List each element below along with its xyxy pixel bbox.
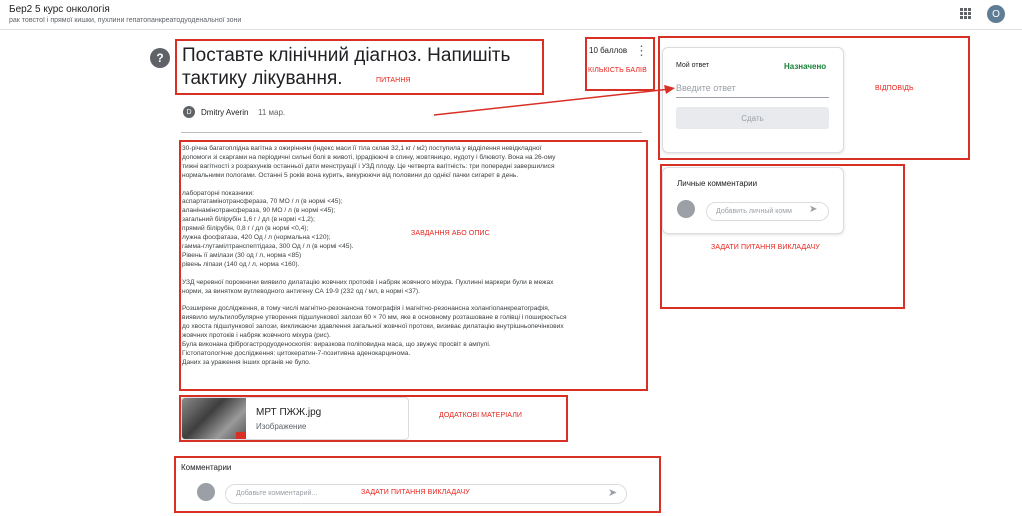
- annotation-arrow: [430, 80, 680, 120]
- post-date: 11 мар.: [258, 108, 286, 117]
- author-name: Dmitry Averin: [201, 108, 249, 117]
- send-icon[interactable]: ➤: [608, 487, 618, 499]
- task-description: 30-річна багатоплідна вагітна з ожирінням (індекс маси її тіла склав 32,1 кг / м2) поступила у відділення невідкладної допомоги зі скаргами на періодичні сильні болі в животі, іррадіюючі в спину, жовтяницю, нудоту і блювоту. Вона на 26-ому тижні вагітності з розрахунків останньої дати менструації і УЗД плоду. Це четверта вагітність: три попередні завершилися нормальними пологами. Останні 5 років вона курить, викурюючи від половини до однієї пачки сигарет в день. лабораторні показники: аспартатамінотрансфераза, 70 МО / л (в нормі <45); аланінамінотрансфераза, 90 МО / л (в нормі <45); загальний білірубін 1,6 г / дл (в нормі <1,2); прямий білірубін, 0,8 г / дл (в нормі <0,4); лужна фосфатаза, 420 Од / л (нормальна <120); гамма-глутамілтранспептідаза, 300 Од / л (в нормі <45). Рівень її амілази (30 од / л, норма <85) рівень ліпази (140 од / л, норма <160). УЗД черевної порожнини виявило дилатацію жовчних протоків і набряк жовчного міхура. Пухлинні маркери були в межах норми, за винятком вуглеводного антигену СА 19-9 (232 од / мл, в нормі <37). Розширене дослідження, в тому числі магнітно-резонансна томографія і магнітно-резонансна холангіопанкреатографія, виявило мультилобулярне утворення підшлункової залози 60 × 70 мм, яке в основному розташоване в голівці і поширюється до хвоста підшлункової залози, викликаючи здавлення загальної жовчної протоки, визиває дилатацію внутрішньопечінкових жовчних протоків і набряк жовчного міхура (рис). Була виконана фіброгастродуоденоскопія: виразкова поліповидна маса, що звужує просвіт в ампулі. Гістопатологічне дослідження: цитокератин-7-позитивна аденокарцинома. Даних за ураження інших органів не було.: [182, 145, 567, 366]
- annotation-label-private: ЗАДАТИ ПИТАННЯ ВИКЛАДАЧУ: [711, 244, 820, 251]
- annotation-label-materials: ДОДАТКОВІ МАТЕРІАЛИ: [439, 412, 523, 419]
- class-subtitle: рак товстої і прямої кишки, пухлини гепатопанкреатодуоденальної зони: [9, 17, 242, 24]
- author-avatar: D: [183, 106, 195, 118]
- annotation-box-answer: [658, 36, 970, 160]
- apps-grid-icon[interactable]: [960, 8, 971, 19]
- account-avatar[interactable]: O: [987, 5, 1005, 23]
- points-label: 10 баллов: [589, 46, 628, 55]
- divider: [181, 132, 642, 133]
- answer-title: Мой ответ: [676, 62, 710, 69]
- private-comment-input[interactable]: Добавить личный комм: [706, 202, 829, 221]
- submit-button[interactable]: Сдать: [676, 107, 829, 129]
- private-comments-title: Личные комментарии: [677, 179, 758, 188]
- annotation-box-comments: [174, 456, 661, 513]
- attachment-name: МРТ ПЖЖ.jpg: [256, 407, 322, 418]
- annotation-label-comments: ЗАДАТИ ПИТАННЯ ВИКЛАДАЧУ: [361, 489, 470, 496]
- top-bar: [0, 0, 1022, 30]
- annotation-label-question: ПИТАННЯ: [376, 77, 411, 84]
- question-icon: ?: [150, 48, 170, 68]
- answer-input[interactable]: Введите ответ: [676, 83, 829, 98]
- annotation-box-private: [660, 164, 905, 309]
- comments-title: Комментарии: [181, 463, 232, 472]
- attachment-type: Изображение: [256, 422, 307, 431]
- send-icon[interactable]: ➤: [809, 204, 818, 215]
- question-title: Поставте клінічний діагноз. Напишіть тактику лікування.: [182, 45, 511, 89]
- more-vert-icon[interactable]: ⋮: [635, 43, 648, 58]
- annotation-label-answer: ВІДПОВІДЬ: [875, 85, 914, 92]
- annotation-label-task: ЗАВДАННЯ АБО ОПИС: [411, 230, 490, 237]
- status-badge: Назначено: [784, 62, 827, 71]
- annotation-box-task: [179, 140, 648, 391]
- annotation-label-points: КІЛЬКІСТЬ БАЛІВ: [588, 67, 647, 74]
- comment-input[interactable]: Добавьте комментарий...: [225, 484, 627, 504]
- class-title[interactable]: Бер2 5 курс онкологія: [9, 4, 110, 15]
